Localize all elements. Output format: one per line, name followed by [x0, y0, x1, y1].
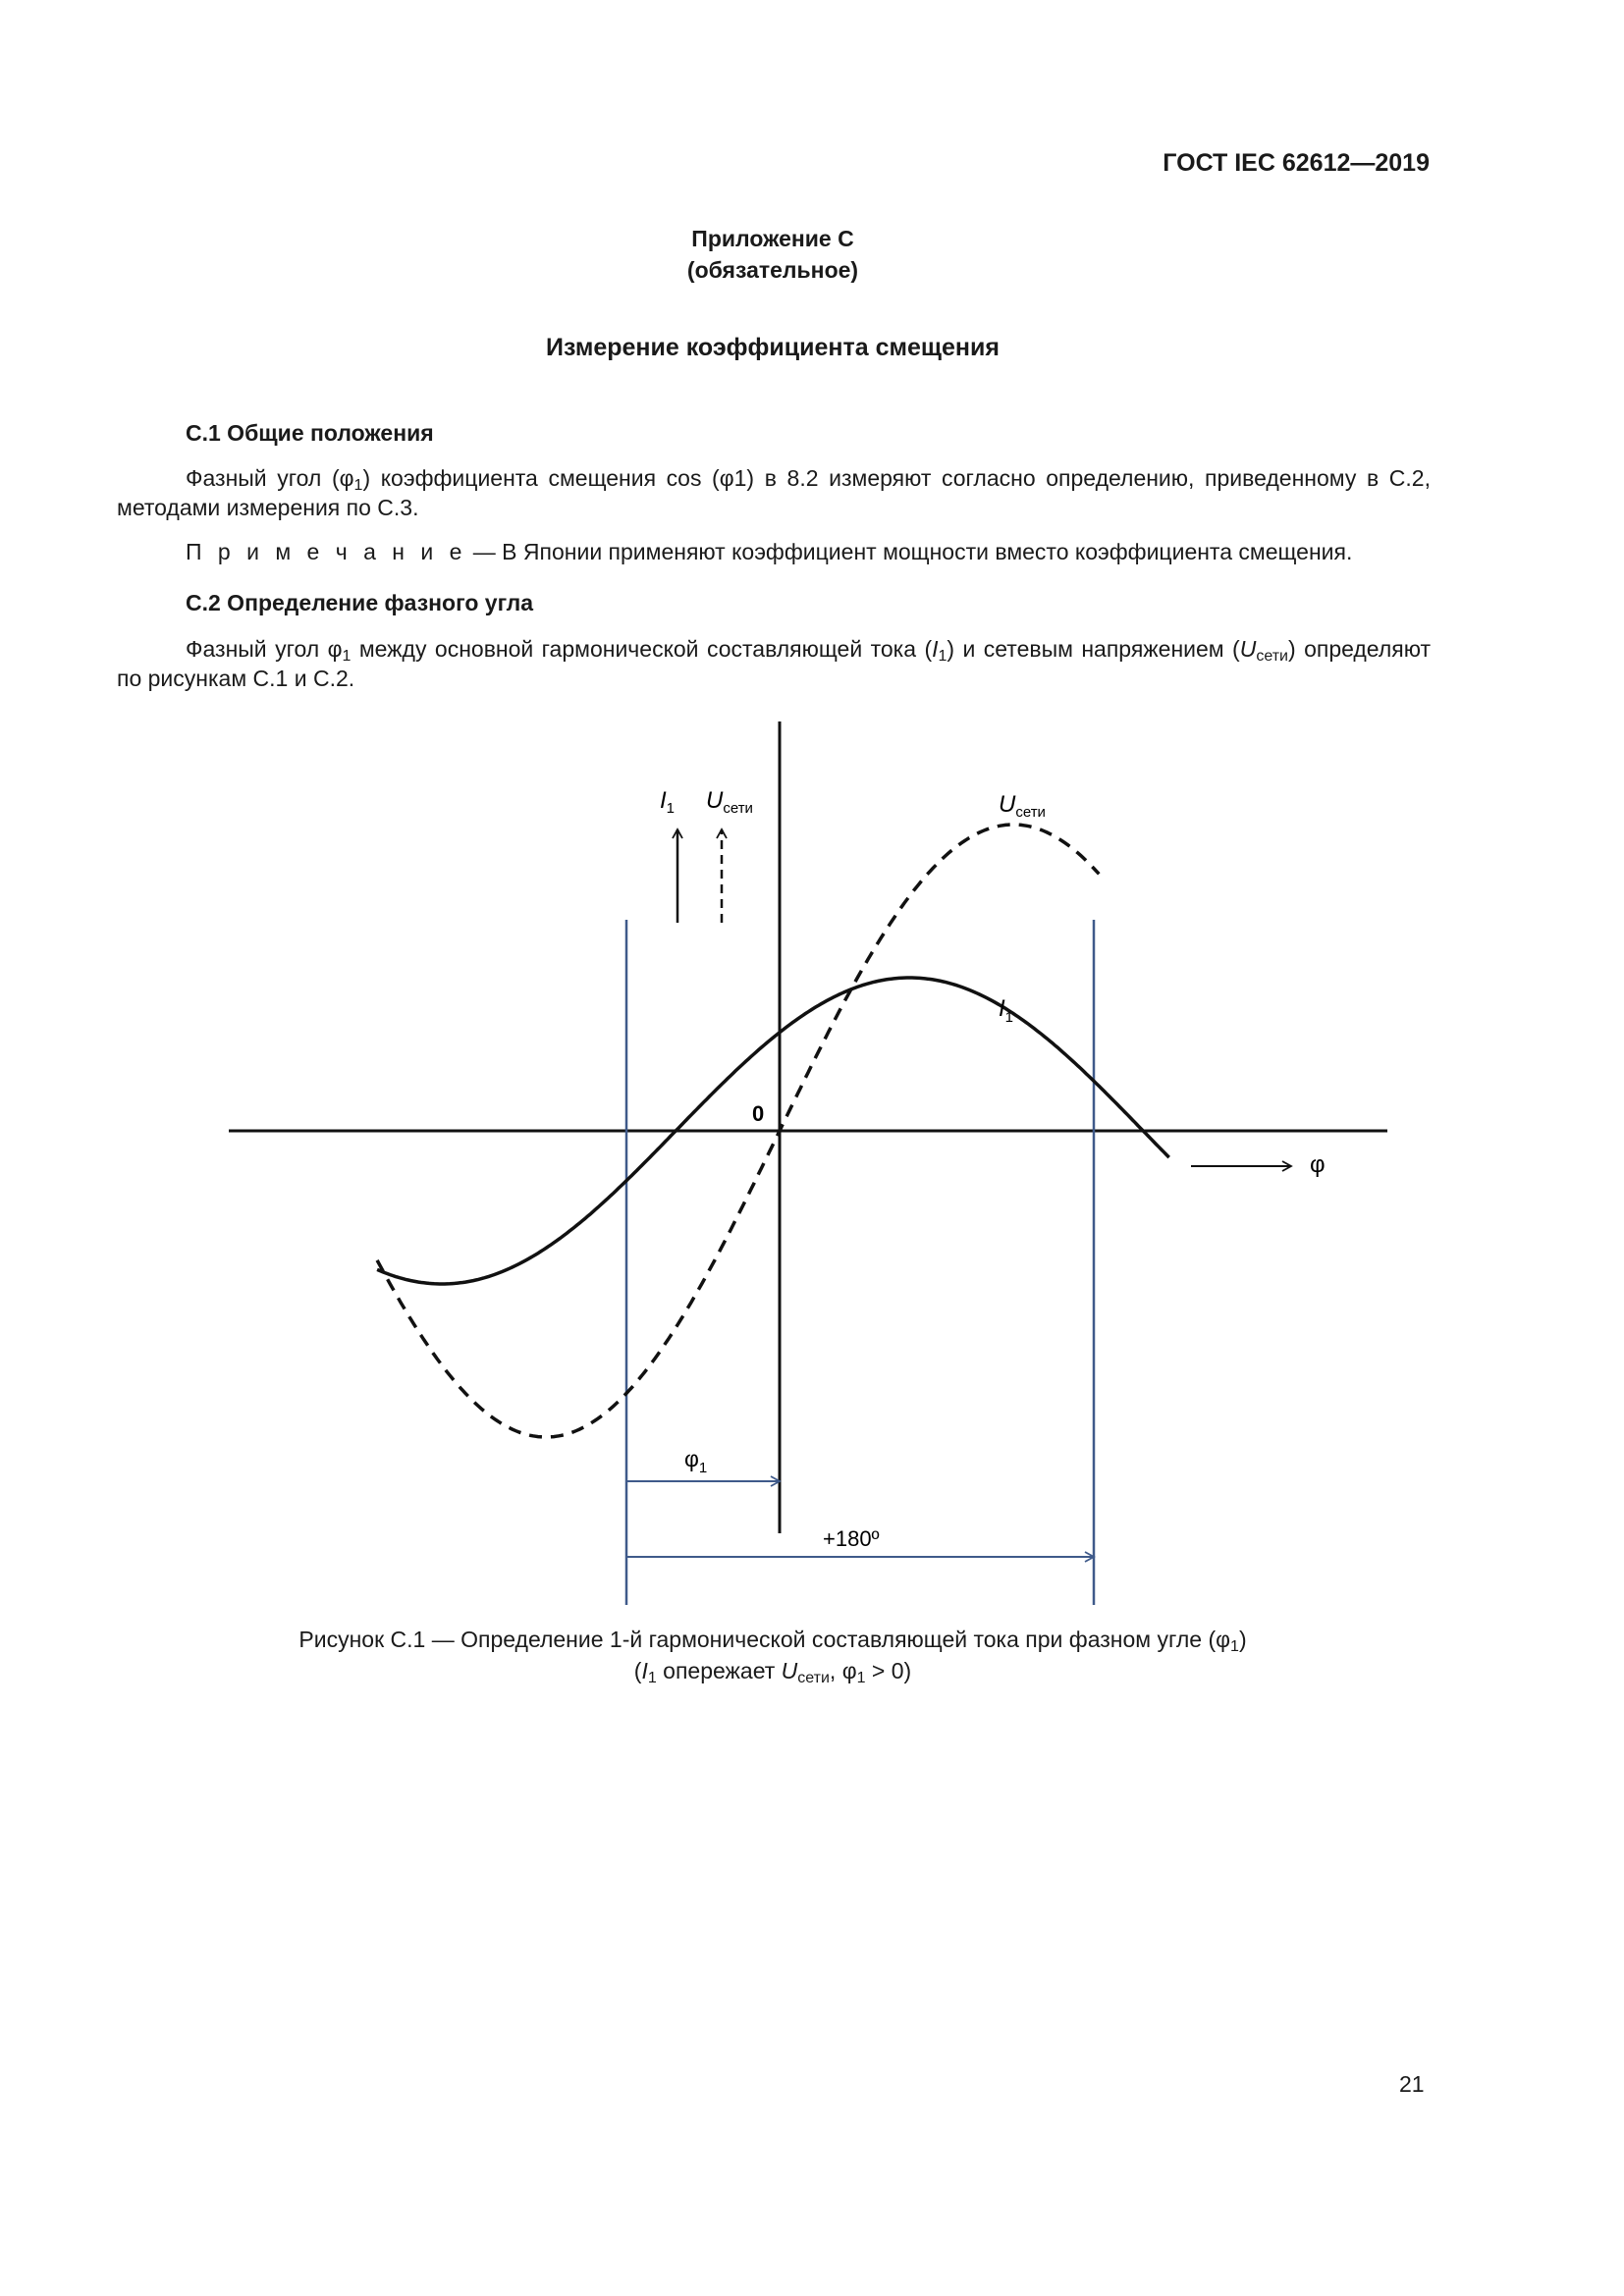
section-1-title: C.1 Общие положения: [186, 420, 434, 446]
note: П р и м е ч а н и е — В Японии применяют коэффициент мощности вместо коэффициента смещения.: [186, 539, 1353, 564]
section-1-paragraph: Фазный угол $(\varphi_1)$ коэффициента смещения cos (φ1) в 8.2 измеряют согласно определению, приведенному в C.2, методами измерения по C.3.: [117, 465, 1431, 520]
section-2-paragraph: Фазный угол $\varphi_1$ между основной гармонической составляющей тока $(I_1)$ и сетевым напряжением $(U_{сети})$ определяют по рисункам C.1 и C.2.: [117, 636, 1431, 691]
phi1-label: $\varphi_1$: [684, 1446, 708, 1476]
series-u-seti-label: $U_{сети}$: [999, 791, 1046, 821]
legend-i1-label: $I_1$: [660, 787, 676, 817]
annex-heading: Измерение коэффициента смещения: [546, 334, 1000, 361]
note-label: П р и м е ч а н и е: [186, 539, 467, 564]
origin-label: 0: [752, 1101, 765, 1126]
page-number: 21: [1399, 2071, 1425, 2097]
section-2-title: C.2 Определение фазного угла: [186, 590, 533, 615]
figure-caption-line-2: ($I_1$ опережает $U_{сети}$, $\varphi_1 > 0$): [633, 1658, 912, 1686]
figure-caption-line-1: Рисунок C.1 — Определение 1-й гармонической составляющей тока при фазном угле $(\varphi_1)$: [298, 1627, 1247, 1655]
span-180-label: +180º: [823, 1526, 880, 1551]
series-i1-label: $I_1$: [999, 995, 1014, 1026]
axis-phi-label: φ: [1310, 1151, 1326, 1178]
standard-code: ГОСТ IEC 62612—2019: [1163, 149, 1430, 177]
annex-status: (обязательное): [686, 257, 859, 283]
legend-u-seti-label: $U_{сети}$: [706, 787, 753, 817]
annex-title: Приложение C: [691, 226, 854, 251]
